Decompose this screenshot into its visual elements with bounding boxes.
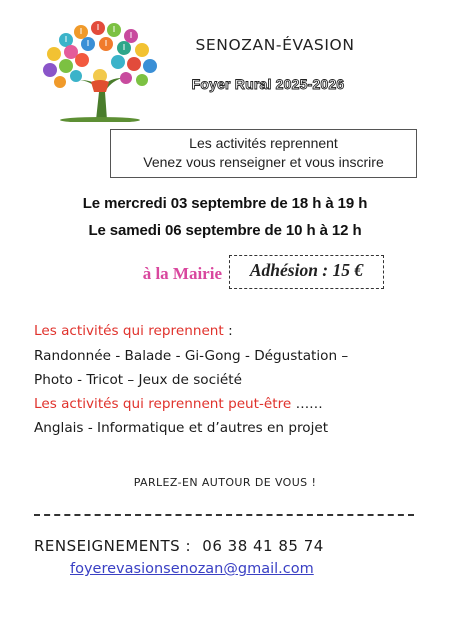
email-link[interactable]: foyerevasionsenozan@gmail.com: [70, 561, 314, 577]
hands-tree-logo-icon: [36, 20, 164, 122]
notice-box: [110, 129, 417, 178]
notice-line-1: Les activités reprennent: [189, 135, 338, 151]
maybe-activities-heading: Les activités qui reprennent peut-être: [34, 396, 292, 412]
info-line: [34, 537, 324, 555]
info-label: RENSEIGNEMENTS :: [34, 537, 192, 555]
club-name: SENOZAN-ÉVASION: [195, 36, 355, 54]
activities-heading-colon: :: [223, 323, 233, 339]
phone-number: 06 38 41 85 74: [202, 537, 324, 555]
foyer-rural-title: Foyer Rural 2025-2026: [191, 76, 345, 92]
membership-box: Adhésion : 15 €: [229, 255, 384, 289]
activities-line-3: Anglais - Informatique et d’autres en projet: [34, 420, 329, 436]
activities-heading-line: [34, 323, 233, 339]
date-saturday: Le samedi 06 septembre de 10 h à 12 h: [88, 222, 362, 239]
activities-line-1: Randonnée - Balade - Gi-Gong - Dégustation –: [34, 348, 349, 364]
notice-line-2: Venez vous renseigner et vous inscrire: [143, 154, 384, 170]
activities-heading: Les activités qui reprennent: [34, 323, 224, 339]
activities-line-2: Photo - Tricot – Jeux de société: [34, 372, 242, 388]
date-wednesday: Le mercredi 03 septembre de 18 h à 19 h: [82, 195, 368, 212]
maybe-activities-heading-line: [34, 396, 323, 412]
dashed-divider: [34, 514, 414, 516]
call-to-action: PARLEZ-EN AUTOUR DE VOUS !: [133, 476, 317, 489]
venue-place: à la Mairie: [142, 264, 222, 283]
maybe-activities-ellipsis: ……: [291, 396, 323, 412]
